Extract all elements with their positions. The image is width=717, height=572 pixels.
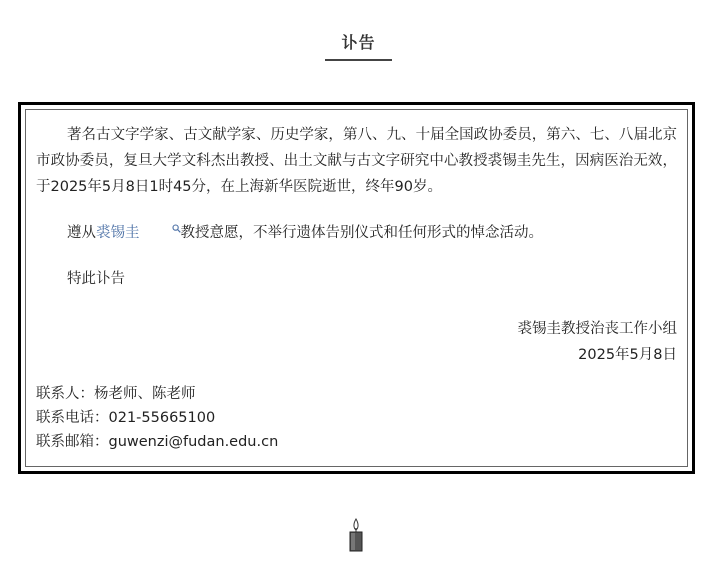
search-icon[interactable]: [141, 216, 181, 242]
contact-person-label: 联系人：: [36, 386, 94, 402]
paragraph-2-prefix: 遵从: [67, 225, 96, 241]
notice-paragraph-3: 特此讣告: [67, 271, 125, 287]
obituary-frame: [18, 102, 695, 474]
obituary-inner-frame: [25, 109, 688, 467]
contact-email-row: [36, 430, 278, 454]
contact-phone-row: [36, 406, 278, 430]
scholar-name-link[interactable]: 裘锡圭: [96, 225, 140, 241]
paragraph-2-suffix: 教授意愿，不举行遗体告别仪式和任何形式的悼念活动。: [180, 225, 543, 241]
contact-email: guwenzi@fudan.edu.cn: [108, 434, 279, 450]
contact-phone: 021-55665100: [108, 410, 216, 426]
page-title: 讣告: [325, 30, 391, 61]
contact-email-label: 联系邮箱：: [36, 434, 109, 450]
obituary-body: [36, 122, 677, 368]
notice-date: 2025年5月8日: [578, 347, 677, 363]
contact-person-row: [36, 382, 278, 406]
notice-paragraph-1: 著名古文字学家、古文献学家、历史学家，第八、九、十届全国政协委员，第六、七、八届北京市政协委员，复旦大学文科杰出教授、出土文献与古文字研究中心教授裘锡圭先生，因病医治无效，于2025年5月8日1时45分，在上海新华医院逝世，终年90岁。: [36, 127, 677, 195]
notice-paragraph-2: [36, 220, 677, 246]
contact-phone-label: 联系电话：: [36, 410, 109, 426]
contact-person: 杨老师、陈老师: [94, 386, 196, 402]
candle-icon: [347, 518, 365, 556]
signatory: 裘锡圭教授治丧工作小组: [517, 321, 677, 337]
contact-info: [36, 382, 278, 454]
title-container: [0, 30, 717, 61]
